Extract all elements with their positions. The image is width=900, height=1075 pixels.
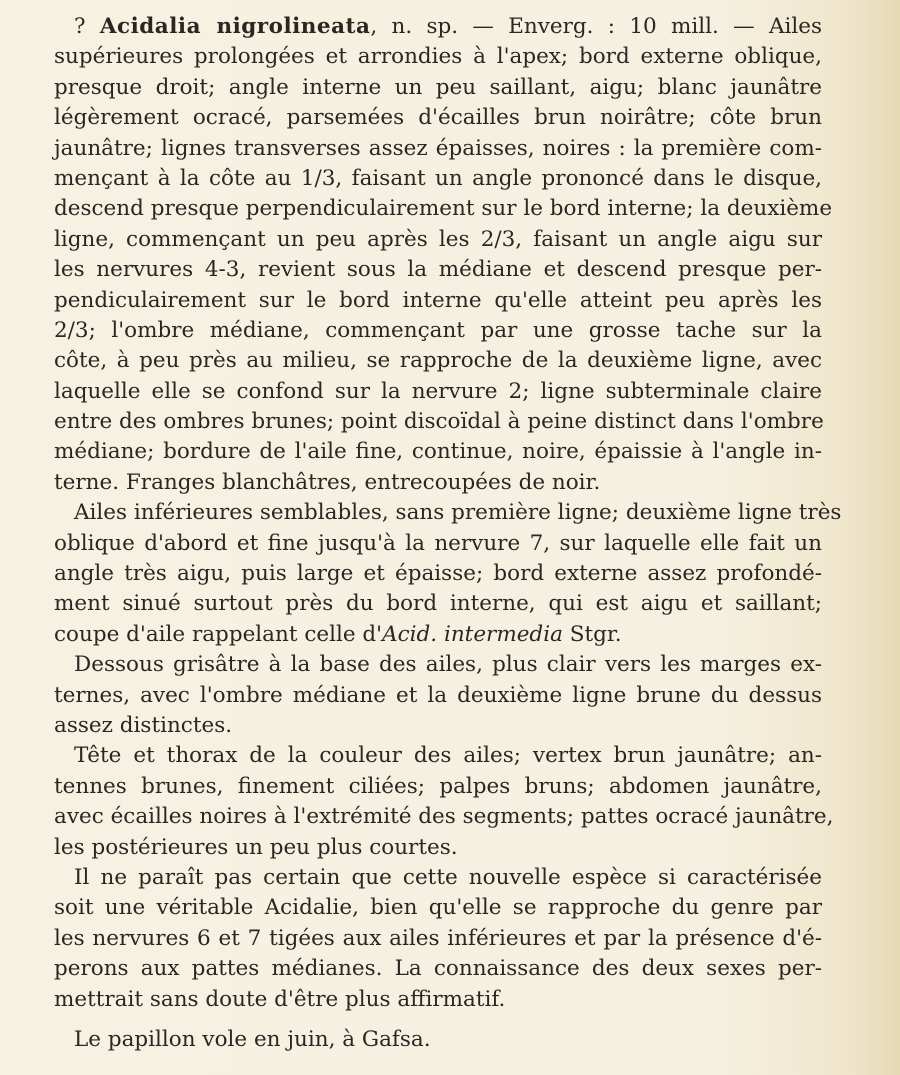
text-run: perons aux pattes médianes. La connaissance des deux sexes per- xyxy=(54,956,822,982)
text-run: Ailes inférieures semblables, sans première ligne; deuxième ligne très xyxy=(74,500,842,526)
text-line xyxy=(54,681,822,711)
text-line xyxy=(54,498,842,528)
text-line xyxy=(54,772,822,802)
text-run: Tête et thorax de la couleur des ailes; vertex brun jaunâtre; an- xyxy=(74,743,822,769)
text-line xyxy=(54,377,822,407)
text-run: entre des ombres brunes; point discoïdal à peine distinct dans l'ombre xyxy=(54,409,824,435)
text-run: , n. sp. — Enverg. : 10 mill. — Ailes xyxy=(370,14,822,39)
text-run: terne. Franges blanchâtres, entrecoupées de noir. xyxy=(54,469,601,495)
paragraph xyxy=(54,863,822,1015)
text-run: descend presque perpendiculairement sur le bord interne; la deuxième xyxy=(54,196,833,222)
text-line xyxy=(54,893,822,923)
text-run: angle très aigu, puis large et épaisse; bord externe assez profondé- xyxy=(54,561,822,587)
text-run: légèrement ocracé, parsemées d'écailles brun noirâtre; côte brun xyxy=(54,105,822,131)
text-line xyxy=(54,559,822,589)
text-line xyxy=(54,255,822,285)
text-run: mençant à la côte au 1/3, faisant un angle prononcé dans le disque, xyxy=(54,165,822,191)
text-line xyxy=(54,286,822,316)
body-text xyxy=(54,12,842,1055)
text-run: les nervures 6 et 7 tigées aux ailes inférieures et par la présence d'é- xyxy=(54,925,822,951)
text-run: supérieures prolongées et arrondies à l'apex; bord externe oblique, xyxy=(54,44,822,70)
text-run: ? xyxy=(74,14,100,39)
text-run: 2/3; l'ombre médiane, commençant par une grosse tache sur la xyxy=(54,317,822,343)
text-run: pendiculairement sur le bord interne qu'elle atteint peu après les xyxy=(54,287,822,313)
text-line xyxy=(54,316,822,346)
text-line xyxy=(54,711,822,741)
text-run: ment sinué surtout près du bord interne, qui est aigu et saillant; xyxy=(54,591,822,617)
text-line xyxy=(54,12,822,42)
text-line xyxy=(54,164,822,194)
text-run: Dessous grisâtre à la base des ailes, plus clair vers les marges ex- xyxy=(74,652,822,678)
text-run: jaunâtre; lignes transverses assez épaisses, noires : la première com- xyxy=(54,135,822,161)
text-line xyxy=(54,134,822,164)
text-run: mettrait sans doute d'être plus affirmatif. xyxy=(54,986,506,1012)
text-line xyxy=(54,954,822,984)
text-run: Stgr. xyxy=(562,621,622,647)
text-line xyxy=(54,529,822,559)
text-line xyxy=(54,73,822,103)
paragraph xyxy=(54,650,822,741)
paragraph xyxy=(54,741,834,863)
text-run: Le papillon vole en juin, à Gafsa. xyxy=(74,1026,431,1052)
text-run: ternes, avec l'ombre médiane et la deuxième ligne brune du dessus xyxy=(54,682,822,708)
text-run: oblique d'abord et fine jusqu'à la nervure 7, sur laquelle elle fait un xyxy=(54,530,822,556)
text-line xyxy=(54,833,822,863)
text-line xyxy=(54,407,822,437)
text-run: coupe d'aile rappelant celle d' xyxy=(54,621,383,647)
text-line xyxy=(54,346,822,376)
paragraph-gap xyxy=(54,1015,822,1025)
text-line xyxy=(54,194,833,224)
text-line xyxy=(54,863,822,893)
text-run: soit une véritable Acidalie, bien qu'elle se rapproche du genre par xyxy=(54,895,822,921)
text-run: avec écailles noires à l'extrémité des segments; pattes ocracé jaunâtre, xyxy=(54,804,834,830)
text-line xyxy=(54,468,822,498)
text-run: les postérieures un peu plus courtes. xyxy=(54,834,458,860)
text-run: tennes brunes, finement ciliées; palpes bruns; abdomen jaunâtre, xyxy=(54,773,822,799)
paragraph xyxy=(54,12,833,498)
text-run: laquelle elle se confond sur la nervure 2; ligne subterminale claire xyxy=(54,378,822,404)
paragraph xyxy=(54,498,842,650)
text-line xyxy=(54,924,822,954)
text-line xyxy=(54,802,834,832)
italic-reference: Acid. intermedia xyxy=(382,621,563,647)
text-line xyxy=(54,437,822,467)
text-line xyxy=(54,589,822,619)
text-line xyxy=(54,103,822,133)
text-run: Il ne paraît pas certain que cette nouvelle espèce si caractérisée xyxy=(74,864,822,890)
text-run: assez distinctes. xyxy=(54,712,233,738)
text-run: presque droit; angle interne un peu saillant, aigu; blanc jaunâtre xyxy=(54,74,822,100)
text-line xyxy=(54,985,822,1015)
text-run: médiane; bordure de l'aile fine, continue, noire, épaissie à l'angle in- xyxy=(54,439,822,465)
text-line xyxy=(54,620,822,650)
text-run: les nervures 4-3, revient sous la médiane et descend presque per- xyxy=(54,257,822,283)
text-line xyxy=(54,225,822,255)
text-line xyxy=(54,42,822,72)
text-line xyxy=(54,1025,822,1055)
paragraph xyxy=(54,1025,822,1055)
text-run: ligne, commençant un peu après les 2/3, faisant un angle aigu sur xyxy=(54,226,822,252)
text-line xyxy=(54,741,822,771)
text-line xyxy=(54,650,822,680)
text-run: côte, à peu près au milieu, se rapproche de la deuxième ligne, avec xyxy=(54,348,822,374)
species-name: Acidalia nigrolineata xyxy=(99,14,371,39)
